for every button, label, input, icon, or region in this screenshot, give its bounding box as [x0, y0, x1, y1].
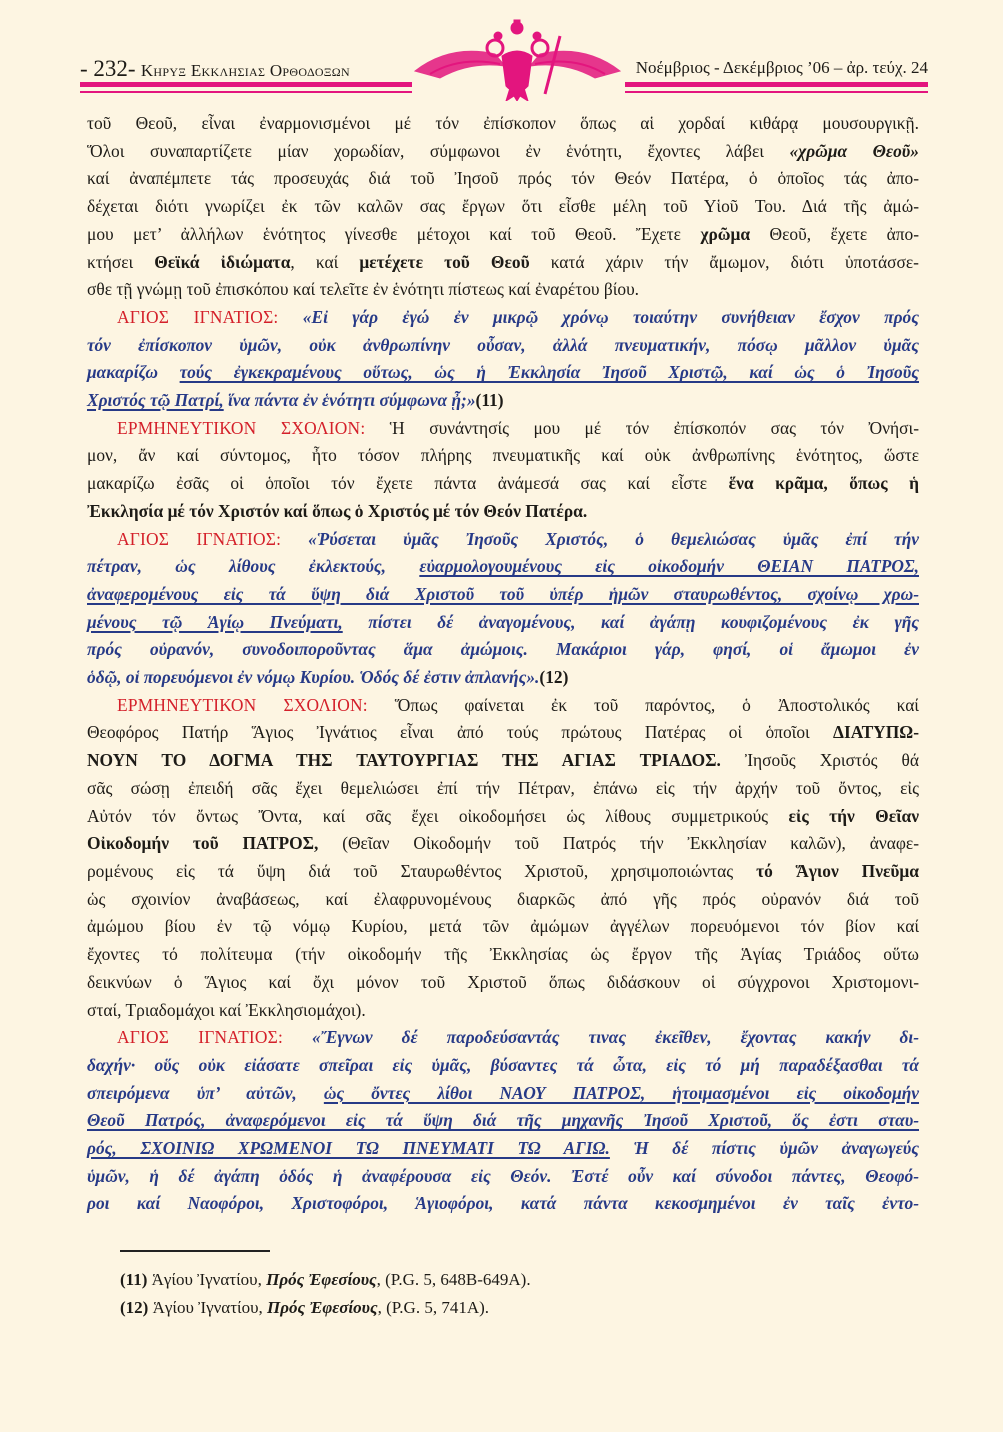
- underlined-quote: εὐαρμολογουμένους εἰς οἰκοδομήν ΘΕΙΑΝ ΠΑΤΡΟΣ,: [419, 556, 919, 577]
- underlined-quote: ἀναφερομένους εἰς τά ὕψη διά Χριστοῦ τοῦ ὑπέρ ἡμῶν σταυρωθέντος, σχοίνῳ χρω-: [87, 583, 919, 604]
- article-body: [87, 110, 919, 1218]
- paragraph-1: [87, 110, 919, 304]
- quote-text: σπειρόμενα ὑπ’ αὐτῶν,: [87, 1082, 324, 1103]
- footnote-author: Ἁγίου Ἰγνατίου,: [147, 1270, 267, 1289]
- text-line: [87, 664, 919, 692]
- speaker-label: ΑΓΙΟΣ ΙΓΝΑΤΙΟΣ:: [117, 1027, 284, 1048]
- text-line: [87, 719, 919, 747]
- underlined-quote: ρός, ΣΧΟΙΝΙΩ ΧΡΩΜΕΝΟΙ ΤΩ ΠΝΕΥΜΑΤΙ ΤΩ ΑΓΙΩ.: [87, 1138, 610, 1159]
- header-left: [80, 56, 350, 82]
- quote-text: ὁδῷ, οἱ πορευόμενοι ἐν νόμῳ Κυρίου. Ὁδός δέ ἐστιν ἀπλανής».: [87, 667, 540, 688]
- quote-2: [87, 526, 919, 692]
- bold-phrase: ΝΟΥΝ ΤΟ ΔΟΓΜΑ ΤΗΣ ΤΑΥΤΟΥΡΓΙΑΣ ΤΗΣ ΑΓΙΑΣ ΤΡΙΑΔΟΣ.: [87, 750, 721, 771]
- text-line: [87, 304, 919, 332]
- text-line: [87, 1080, 919, 1108]
- quote-text: «Εἰ γάρ ἐγώ ἐν μικρῷ χρόνῳ τοιαύτην συνήθειαν ἔσχον πρός: [302, 306, 919, 327]
- text-line: [87, 470, 919, 498]
- text-span: μου μετ’ ἀλλήλων ἑνότητος γίνεσθε μέτοχοι καί τοῦ Θεοῦ. Ἔχετε: [87, 223, 701, 244]
- double-headed-eagle-icon: [410, 16, 625, 101]
- quote-text: «Ἔγνων δέ παροδεύσαντάς τινας ἐκεῖθεν, ἔχοντας κακήν δι-: [283, 1027, 919, 1048]
- text-line: ἔχοντες τό πολίτευμα (τήν οἰκοδομήν τῆς Ἐκκλησίας ὡς ἔργον τῆς Ἁγίας Τριάδος οὕτω: [87, 944, 919, 965]
- footnote-title: Πρός Ἐφεσίους: [266, 1270, 377, 1289]
- text-line: ὡς σχοινίον ἀναβάσεως, καί ἐλαφρυνομένους διαρκῶς ἀπό γῆς πρός οὐρανόν διά τοῦ: [87, 888, 919, 909]
- bold-phrase: ΔΙΑΤΥΠΩ-: [833, 722, 919, 743]
- footnote-divider: [120, 1250, 270, 1252]
- quote-text: ὑμῶν, ἡ δέ ἀγάπη ὁδός ἡ ἀναφέρουσα εἰς Θεόν. Ἐστέ οὖν καί σύνοδοι πάντες, Θεοφό-: [87, 1165, 919, 1186]
- bold-phrase: Θεϊκά ἰδιώματα: [154, 251, 291, 272]
- text-line: [87, 526, 919, 554]
- footnote-ref[interactable]: (12): [539, 667, 569, 688]
- page-header: [80, 26, 928, 86]
- footnote-11: [120, 1270, 531, 1290]
- quote-text: πρός οὐρανόν, συνοδοιποροῦντας ἅμα ἀμώμοις. Μακάριοι γάρ, φησί, οἱ ἄμωμοι ἐν: [87, 639, 919, 660]
- text-line: [87, 747, 919, 775]
- header-rule-left-thin: [80, 91, 412, 93]
- bold-phrase: Ἐκκλησία μέ τόν Χριστόν καί ὅπως ὁ Χριστός μέ τόν Θεόν Πατέρα.: [87, 500, 588, 521]
- footnote-ref[interactable]: (11): [475, 390, 504, 411]
- text-line: [87, 803, 919, 831]
- text-span: Θεοφόρος Πατήρ Ἅγιος Ἰγνάτιος εἶναι ἀπό τούς πρώτους Πατέρας οἱ ὁποῖοι: [87, 722, 834, 743]
- quote-text: πέτραν, ὡς λίθους ἐκλεκτούς,: [87, 556, 420, 577]
- text-span: κατά χάριν τήν ἄμωμον, διότι ὑποτάσσε-: [529, 251, 919, 272]
- bold-phrase: ἕνα κρᾶμα, ὅπως ἡ: [728, 473, 919, 494]
- bold-phrase: χρῶμα: [700, 223, 751, 244]
- quote-text: δαχήν· οὕς οὐκ εἰάσατε σπεῖραι εἰς ὑμᾶς, βύσαντες τά ὦτα, εἰς τό μή παραδέξασθαι τά: [87, 1054, 919, 1075]
- text-span: Αὐτόν τόν ὄντως Ὄντα, καί σᾶς ἔχει οἰκοδομήσει ὡς λίθους συμμετρικούς: [87, 805, 789, 826]
- header-rule-right: [625, 82, 928, 87]
- quote-text: Ἡ δέ πίστις ὑμῶν ἀναγωγεύς: [609, 1138, 919, 1159]
- text-line: [87, 415, 919, 443]
- text-line: [87, 553, 919, 581]
- text-span: Ὅπως φαίνεται ἐκ τοῦ παρόντος, ὁ Ἀποστολικός καί: [367, 694, 919, 715]
- text-line: δεικνύων ὁ Ἅγιος καί ὄχι μόνον τοῦ Χριστοῦ ὅπως διδάσκουν οἱ σύγχρονοι Χριστομονι-: [87, 971, 919, 992]
- text-line: [87, 249, 919, 277]
- text-line: σταί, Τριαδομάχοι καί Ἐκκλησιομάχοι).: [87, 999, 366, 1020]
- text-line: καί ἀναπέμπετε τάς προσευχάς διά τοῦ Ἰησοῦ πρός τόν Θεόν Πατέρα, ὁ ὁποῖος τάς ἀπο-: [87, 168, 919, 189]
- bold-phrase: μετέχετε τοῦ Θεοῦ: [359, 251, 530, 272]
- footnote-number: (12): [120, 1298, 149, 1317]
- text-span: κτήσει: [87, 251, 155, 272]
- text-line: [87, 830, 919, 858]
- speaker-label: ΑΓΙΟΣ ΙΓΝΑΤΙΟΣ:: [117, 528, 282, 549]
- speaker-label: ΑΓΙΟΣ ΙΓΝΑΤΙΟΣ:: [117, 306, 279, 327]
- text-line: [87, 858, 919, 886]
- footnote-number: (11): [120, 1270, 148, 1289]
- footnote-source: , (P.G. 5, 648B-649A).: [376, 1270, 531, 1289]
- bold-phrase: Οἰκοδομήν τοῦ ΠΑΤΡΟΣ,: [87, 833, 319, 854]
- text-span: Ὅλοι συναπαρτίζετε μίαν χορωδίαν, σύμφωνοι ἐν ἑνότητι, ἔχοντες λάβει: [87, 140, 790, 161]
- text-span: , καί: [290, 251, 360, 272]
- quote-text: ἵνα πάντα ἐν ἑνότητι σύμφωνα ᾖ;»: [223, 390, 476, 411]
- text-span: Ἡ συνάντησίς μου μέ τόν ἐπίσκοπόν σας τόν Ὀνήσι-: [365, 417, 919, 438]
- quote-text: «Ῥύσεται ὑμᾶς Ἰησοῦς Χριστός, ὁ θεμελιώσας ὑμᾶς ἐπί τήν: [281, 528, 920, 549]
- text-line: [87, 1135, 919, 1163]
- underlined-quote: τούς ἐγκεκραμένους οὕτως, ὡς ἡ Ἐκκλησία Ἰησοῦ Χριστῷ, καί ὡς ὁ Ἰησοῦς: [179, 362, 919, 383]
- footnote-title: Πρός Ἐφεσίους: [267, 1298, 378, 1317]
- text-line: [87, 692, 919, 720]
- text-line: σᾶς σώσῃ ἐπειδή σᾶς ἔχει θεμελιώσει ἐπί τήν Πέτραν, ἐπάνω εἰς τήν ἀρχήν τοῦ ὄντος, εἰς: [87, 777, 919, 798]
- commentary-label: ΕΡΜΗΝΕΥΤΙΚΟΝ ΣΧΟΛΙΟΝ:: [117, 417, 366, 438]
- text-line: [87, 609, 919, 637]
- journal-title: Κηρυξ Εκκλησιας Ορθοδοξων: [140, 61, 350, 80]
- quote-text: ροι καί Ναοφόροι, Χριστοφόροι, Ἁγιοφόροι, κατά πάντα κεκοσμημένοι ἐν ταῖς ἐντο-: [87, 1193, 919, 1214]
- text-line: μον, ἄν καί σύντομος, ἦτο τόσον πλήρης πνευματικῆς καί οὐκ ἀνθρωπίνης ἑνότητος, ὥστε: [87, 445, 919, 466]
- header-rule-right-thin: [625, 91, 928, 93]
- underlined-quote: Θεοῦ Πατρός, ἀναφερόμενοι εἰς τά ὕψη διά τῆς μηχανῆς Ἰησοῦ Χριστοῦ, ὅς ἐστι σταυ-: [87, 1110, 919, 1131]
- text-line: τοῦ Θεοῦ, εἶναι ἐναρμονισμένοι μέ τόν ἐπίσκοπον ὅπως αἱ χορδαί κιθάρᾳ μουσουργικῇ.: [87, 113, 919, 133]
- commentary-2: [87, 692, 919, 1024]
- header-rule-left: [80, 82, 412, 87]
- underlined-quote: μένους τῷ Ἁγίῳ Πνεύματι,: [87, 611, 343, 632]
- text-line: [87, 387, 919, 415]
- text-line: [87, 359, 919, 387]
- quote-3: [87, 1024, 919, 1218]
- text-span: Θεοῦ, ἔχετε ἀπο-: [750, 223, 920, 244]
- bold-phrase: «χρῶμα Θεοῦ»: [789, 140, 919, 161]
- underlined-quote: Χριστός τῷ Πατρί,: [87, 390, 224, 411]
- text-span: Ἰησοῦς Χριστός θά: [720, 750, 919, 771]
- commentary-label: ΕΡΜΗΝΕΥΤΙΚΟΝ ΣΧΟΛΙΟΝ:: [117, 694, 368, 715]
- quote-text: μακαρίζω: [87, 362, 180, 383]
- text-span: μακαρίζω ἐσᾶς οἱ ὁποῖοι τόν ἔχετε πάντα ἀνάμεσά σας καί εἶστε: [87, 473, 729, 494]
- quote-text: τόν ἐπίσκοπον ὑμῶν, οὐκ ἀνθρωπίνην οὖσαν, ἀλλά πνευματικήν, πόσῳ μᾶλλον ὑμᾶς: [87, 334, 919, 355]
- text-span: (Θεῖαν Οἰκοδομήν τοῦ Πατρός τήν Ἐκκλησίαν καλῶν), ἀναφε-: [318, 833, 919, 854]
- text-line: [87, 221, 919, 249]
- footnote-12: [120, 1298, 489, 1318]
- underlined-quote: ὡς ὄντες λίθοι ΝΑΟΥ ΠΑΤΡΟΣ, ἡτοιμασμένοι εἰς οἰκοδομήν: [323, 1082, 920, 1103]
- quote-1: [87, 304, 919, 415]
- footnote-author: Ἁγίου Ἰγνατίου,: [148, 1298, 268, 1317]
- bold-phrase: εἰς τήν Θεῖαν: [788, 805, 919, 826]
- bold-phrase: τό Ἅγιον Πνεῦμα: [756, 860, 919, 881]
- text-line: δέχεται διότι γνωρίζει ἐκ τῶν καλῶν σας ἔργων ὅτι εἶσθε μέλη τοῦ Υἱοῦ Του. Διά τῆς ἀμώ-: [87, 196, 919, 217]
- text-span: ρομένους εἰς τά ὕψη διά τοῦ Σταυρωθέντος Χριστοῦ, χρησιμοποιώντας: [87, 860, 757, 881]
- commentary-1: [87, 415, 919, 526]
- text-line: [87, 138, 919, 166]
- text-line: ἀμώμου βίου ἐν τῷ νόμῳ Κυρίου, μετά τῶν ἀμώμων ἀγγέλων πορευόμενοι τόν βίον καί: [87, 916, 919, 937]
- text-line: σθε τῇ γνώμῃ τοῦ ἐπισκόπου καί τελεῖτε ἐν ἑνότητι πίστεως καί ἐναρέτου βίου.: [87, 279, 640, 300]
- footnote-source: , (P.G. 5, 741A).: [377, 1298, 490, 1317]
- issue-info: Νοέμβριος - Δεκέμβριος ’06 – ἀρ. τεύχ. 24: [635, 58, 928, 77]
- quote-text: πίστει δέ ἀναγομένους, καί ἀγάπῃ κουφιζομένους ἐκ γῆς: [342, 611, 920, 632]
- text-line: [87, 1024, 919, 1052]
- page-number: - 232-: [80, 56, 136, 81]
